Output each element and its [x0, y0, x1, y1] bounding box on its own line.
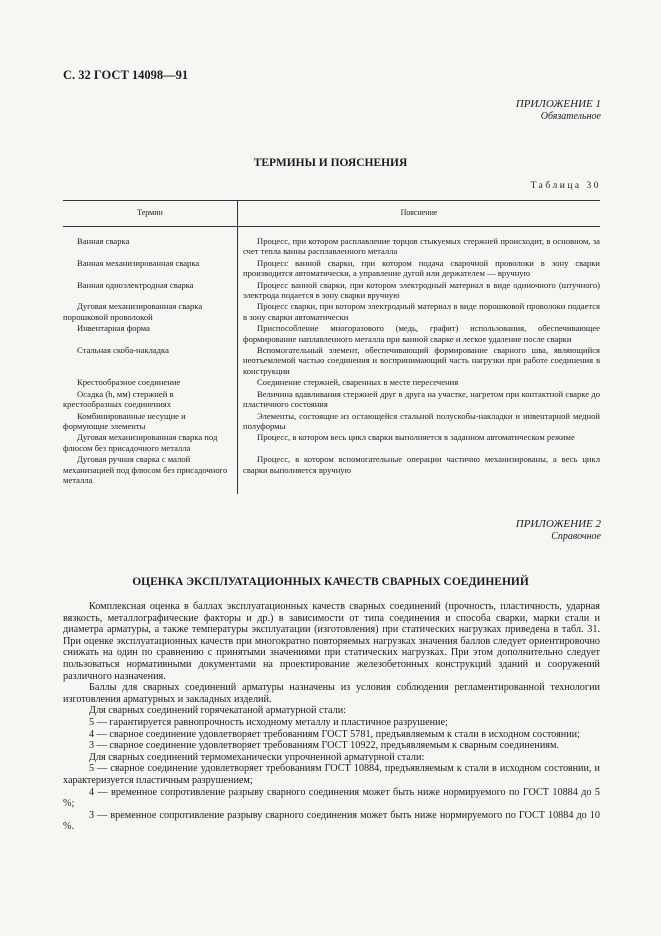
term-cell: Дуговая механизированная сварка под флюсом без присадочного металла	[63, 432, 238, 454]
paragraph: 5 — гарантируется равнопрочность исходному металлу и пластичное разрушение;	[89, 716, 448, 728]
paragraph: 4 — временное сопротивление разрыву сварного соединения может быть ниже нормируемого по ГОСТ 10884 до 5 %;	[63, 786, 600, 810]
paragraph: Комплексная оценка в баллах эксплуатационных качеств сварных соединений (прочность, пластичность, ударная вязкость, металлографические факторы и др.) в зависимости от типа соединения и способа сварки, марки стали и диаметра арматуры, а также температуры эксплуатации (изготовления) при статических нагрузках приведена в табл. 31. При оценке эксплуатационных качеств при многократно повторяемых нагрузках значения баллов следует ориентировочно снижать на один по сравнению с принятыми значениями при статических нагрузках. При этом дополнительно следует пользоваться нормативными документами на проектирование железобетонных конструкций зданий и сооружений различного назначения.	[63, 601, 600, 682]
table-row	[63, 280, 600, 302]
paragraph: Для сварных соединений горячекатаной арматурной стали:	[89, 705, 347, 717]
appendix-2-heading: ОЦЕНКА ЭКСПЛУАТАЦИОННЫХ КАЧЕСТВ СВАРНЫХ СОЕДИНЕНИЙ	[132, 576, 529, 588]
table-row	[63, 454, 600, 494]
term-cell: Осадка (h, мм) стержней в крестообразных соединениях	[63, 389, 238, 411]
explanation-cell: Процесс, в котором весь цикл сварки выполняется в заданном автоматическом режиме	[257, 432, 575, 443]
explanation-cell: Процесс ванной сварки, при котором подача сварочной проволоки в зону сварки производится автоматически, а управление дугой или держателем — вручную	[243, 257, 600, 279]
paragraph: 3 — сварное соединение удовлетворяет требованиям ГОСТ 10922, предъявляемым к сварным соединениям.	[89, 740, 559, 752]
explanation-cell: Соединение стержней, сваренных в месте пересечения	[257, 377, 459, 388]
term-cell: Ванная сварка	[63, 227, 238, 258]
term-cell: Стальная скоба-накладка	[63, 345, 238, 377]
appendix-1-status: Обязательное	[540, 111, 601, 122]
appendix-2-status: Справочное	[551, 531, 601, 542]
explanation-cell: Элементы, состоящие из остающейся стальной полускобы-накладки и инвентарной медной полуформы	[243, 410, 600, 431]
table-header-row	[63, 201, 600, 227]
appendix-1-heading: ТЕРМИНЫ И ПОЯСНЕНИЯ	[253, 157, 408, 169]
paragraph: Для сварных соединений термомеханически упрочненной арматурной стали:	[89, 751, 425, 763]
table-row	[63, 323, 600, 345]
page-header: С. 32 ГОСТ 14098—91	[63, 68, 189, 82]
table-row	[63, 301, 600, 323]
paragraph: 4 — сварное соединение удовлетворяет требованиям ГОСТ 5781, предъявляемым к стали в исходном состоянии;	[89, 728, 580, 740]
explanation-cell: Процесс ванной сварки, при котором электродный материал в виде одиночного (штучного) электрода подается в зону сварки вручную	[243, 279, 600, 301]
column-header-explanation: Пояснение	[238, 201, 601, 227]
explanation-cell: Величина вдавливания стержней друг в друга на участке, нагретом при контактной сварке до пластичного состояния	[243, 388, 600, 410]
paragraph: Баллы для сварных соединений арматуры назначены из условия соблюдения регламентированной технологии изготовления арматурных и закладных изделий.	[63, 682, 600, 705]
explanation-cell: Процесс, в котором вспомогательные операции частично механизированы, а весь цикл сварки выполняется вручную	[243, 454, 600, 475]
term-cell: Ванная механизированная сварка	[63, 258, 238, 280]
explanation-cell: Процесс сварки, при котором электродный материал в виде порошковой проволоки подается в зону сварки автоматически	[243, 301, 600, 322]
table-row	[63, 389, 600, 411]
paragraph: 5 — сварное соединение удовлетворяет требованиям ГОСТ 10884, предъявляемым к стали в исходном состоянии, и характеризуется пластичным разрушением;	[63, 763, 600, 786]
table-number: Таблица 30	[530, 181, 601, 191]
term-cell: Крестообразное соединение	[63, 377, 238, 388]
terms-table	[63, 200, 600, 494]
table-row	[63, 258, 600, 280]
term-cell: Комбинированные несущие и формующие элементы	[63, 411, 238, 433]
appendix-2-title: ПРИЛОЖЕНИЕ 2	[515, 518, 601, 530]
explanation-cell: Вспомогательный элемент, обеспечивающий формирование сварного шва, являющийся неотъемлемой частью соединения и воспринимающий часть нагрузки при работе соединения в конструкции	[243, 345, 600, 376]
term-cell: Дуговая ручная сварка с малой механизацией под флюсом без присадочного металла	[63, 454, 238, 494]
table-row	[63, 227, 600, 258]
term-cell: Инвентарная форма	[63, 323, 238, 345]
table-row	[63, 432, 600, 454]
paragraph: 3 — временное сопротивление разрыву сварного соединения может быть ниже нормируемого по ГОСТ 10884 до 10 %.	[63, 809, 600, 833]
explanation-cell: Приспособление многоразового (медь, графит) использования, обеспечивающее формирование наплавленного металла при ванной сварке и легкое удаление после сварки	[243, 323, 600, 344]
column-header-term: Термин	[63, 201, 238, 227]
explanation-cell: Процесс, при котором расплавление торцов стыкуемых стержней происходит, в основном, за счет тепла ванны расплавленного металла	[243, 236, 600, 257]
term-cell: Дуговая механизированная сварка порошковой проволокой	[63, 301, 238, 323]
table-row	[63, 377, 600, 388]
term-cell: Ванная одноэлектродная сварка	[63, 280, 238, 302]
appendix-1-title: ПРИЛОЖЕНИЕ 1	[515, 98, 601, 110]
appendix-2-body	[63, 601, 600, 833]
table-row	[63, 411, 600, 433]
table-row	[63, 345, 600, 377]
